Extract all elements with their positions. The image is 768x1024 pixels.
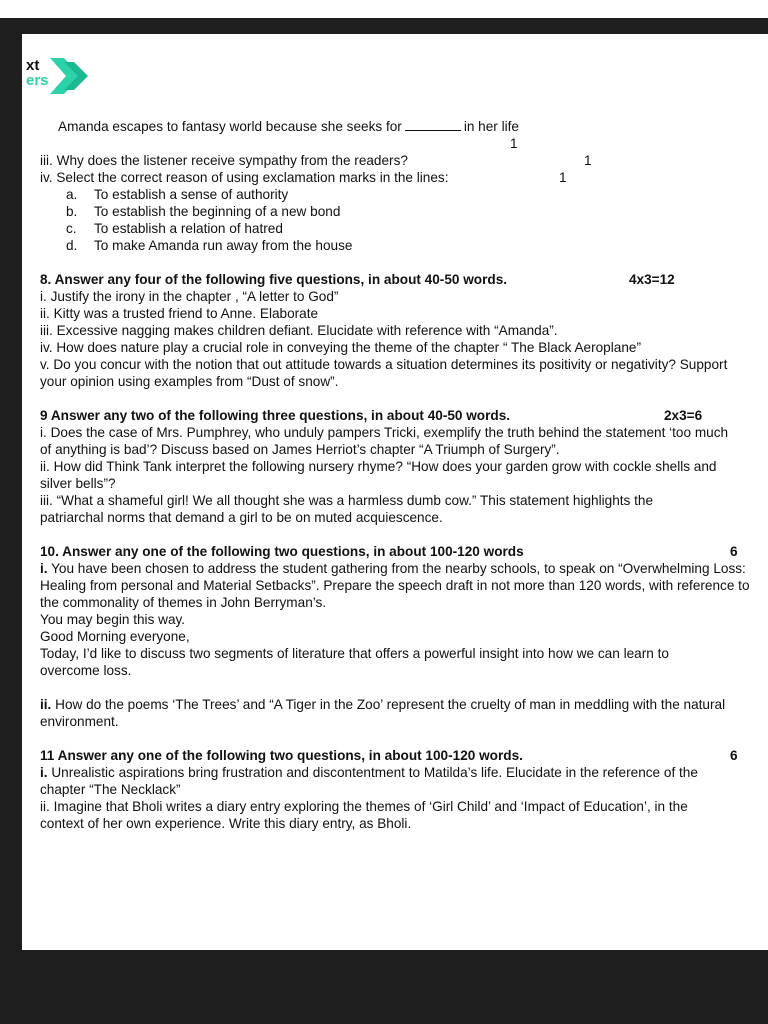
- double-chevron-icon: [50, 58, 92, 94]
- publisher-logo: [22, 58, 112, 98]
- q8-item-2: ii. Kitty was a trusted friend to Anne. Elaborate: [40, 306, 319, 321]
- option-c: c. To establish a relation of hatred: [66, 221, 283, 236]
- top-dark-band: [0, 18, 768, 34]
- amanda-blank-question: [40, 118, 750, 135]
- q11-item-2: ii. Imagine that Bholi writes a diary entry exploring the themes of ‘Girl Child’ and ‘Impact of Education’, in the context of her own experience. Write this diary entry, as Bholi.: [40, 799, 688, 831]
- q8-item-4: iv. How does nature play a crucial role in conveying the theme of the chapter “ The Black Aeroplane”: [40, 340, 641, 355]
- q8-item-3: iii. Excessive nagging makes children defiant. Elucidate with reference with “Amanda”.: [40, 323, 558, 338]
- q9-item-2: ii. How did Think Tank interpret the following nursery rhyme? “How does your garden grow with cockle shells and silver bells”?: [40, 459, 717, 491]
- option-d: d. To make Amanda run away from the house: [66, 238, 353, 253]
- q8-item-1: i. Justify the irony in the chapter , “A letter to God”: [40, 289, 339, 304]
- q10-begin: You may begin this way.: [40, 612, 186, 627]
- q8-marks: 4x3=12: [629, 272, 675, 287]
- q10-marks: 6: [730, 544, 738, 559]
- question-iv-text: iv. Select the correct reason of using exclamation marks in the lines:: [40, 170, 449, 185]
- question-content: [40, 118, 750, 832]
- logo-text-bottom: ers: [26, 72, 49, 89]
- question-iv-mark: 1: [559, 170, 567, 185]
- q10-greeting: Good Morning everyone,: [40, 629, 190, 644]
- q10-today: Today, I’d like to discuss two segments of literature that offers a powerful insight into how we can learn to overcome loss.: [40, 646, 669, 678]
- q9-item-3: iii. “What a shameful girl! We all thought she was a harmless dumb cow.” This statement highlights the patriarchal norms that demand a girl to be on muted acquiescence.: [40, 493, 654, 525]
- top-white-strip: [0, 0, 768, 18]
- q11-item-1: i. Unrealistic aspirations bring frustration and discontentment to Matilda’s life. Elucidate in the reference of the chapter “The Necklack”: [40, 765, 698, 797]
- question-iii-mark: 1: [584, 153, 592, 168]
- q10-item-2: ii. How do the poems ‘The Trees’ and “A Tiger in the Zoo’ represent the cruelty of man in meddling with the natural environment.: [40, 697, 726, 729]
- q11-heading: 11 Answer any one of the following two questions, in about 100-120 words. 6: [40, 748, 738, 763]
- fill-blank: [405, 120, 461, 131]
- option-b: b. To establish the beginning of a new bond: [66, 204, 341, 219]
- question-iv: [40, 169, 750, 186]
- q10-item-1: i. You have been chosen to address the student gathering from the nearby schools, to speak on “Overwhelming Loss: Healing from personal and Material Setbacks”. Prepare the speech draft in not more than 120 words, with reference to the commonality of themes in John Berryman’s.: [40, 561, 750, 610]
- amanda-mark: 1: [510, 136, 518, 151]
- q10-heading: 10. Answer any one of the following two questions, in about 100-120 words 6: [40, 544, 738, 559]
- q8-item-5: v. Do you concur with the notion that out attitude towards a situation determines its positivity or negativity? Support your opinion using examples from “Dust of snow”.: [40, 357, 728, 389]
- q9-item-1: i. Does the case of Mrs. Pumphrey, who unduly pampers Tricki, exemplify the truth behind the statement ‘too much of anything is bad’? Discuss based on James Herriot’s chapter “A Triumph of Surgery”.: [40, 425, 729, 457]
- q9-heading: 9 Answer any two of the following three questions, in about 40-50 words. 2x3=6: [40, 408, 703, 423]
- document-page: [22, 34, 768, 950]
- question-iii-text: iii. Why does the listener receive sympathy from the readers?: [40, 153, 408, 168]
- amanda-line-end: in her life: [463, 119, 519, 134]
- amanda-line-text: Amanda escapes to fantasy world because she seeks for: [58, 119, 402, 134]
- q9-marks: 2x3=6: [664, 408, 703, 423]
- logo-text-top: xt: [26, 57, 40, 74]
- question-iii: [40, 152, 750, 169]
- q8-heading: 8. Answer any four of the following five questions, in about 40-50 words. 4x3=12: [40, 272, 675, 287]
- q11-marks: 6: [730, 748, 738, 763]
- option-a: a. To establish a sense of authority: [66, 187, 289, 202]
